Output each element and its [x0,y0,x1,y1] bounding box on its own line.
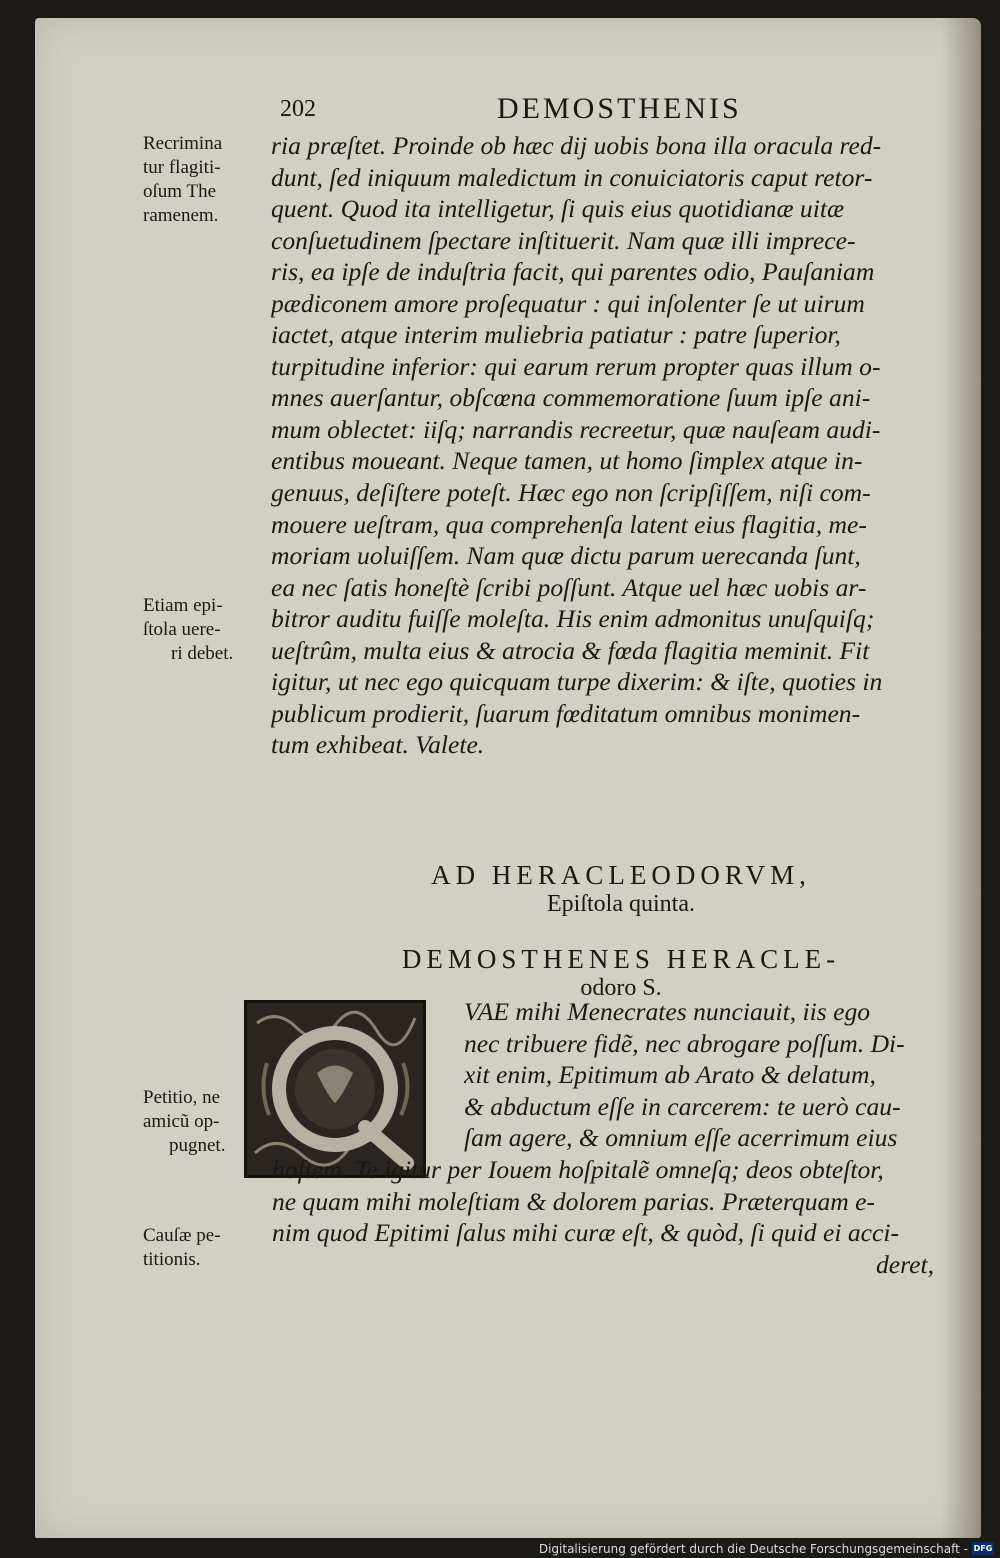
text-line: turpitudine inferior: qui earum rerum propter quas illum o- [271,351,881,381]
margin-note-line: pugnet. [169,1135,226,1156]
margin-note-line: Petitio, ne [143,1087,221,1108]
text-line: mouere ueſtram, qua comprehenſa latent eius flagitia, me- [271,509,867,539]
text-line: ris, ea ipſe de induſtria facit, qui parentes odio, Pauſaniam [271,257,875,287]
decorated-initial-q-icon [244,1000,426,1178]
letter-text-beside-initial [464,996,964,1154]
letter-heading-subtitle: Epiſtola quinta. [547,891,695,917]
text-line: publicum prodierit, ſuarum fœditatum omnibus monimen- [271,698,861,728]
footer-bar [0,1538,1000,1558]
margin-note-recrimination [143,132,273,228]
text-line: ea nec ſatis honeſtè ſcribi poſſunt. Atque uel hæc uobis ar- [271,572,867,602]
salutation-line: odoro S. [580,975,662,1001]
page-number: 202 [280,96,316,122]
letter-line: & abductum eſſe in carcerem: te uerò cau- [464,1091,901,1121]
text-line: genuus, deſiſtere poteſt. Hæc ego non ſcripſiſſem, niſi com- [271,478,871,508]
dfg-logo-icon: DFG [973,1544,993,1553]
text-line: iactet, atque interim muliebria patiatur : patre ſuperior, [271,320,841,350]
text-line: entibus moueant. Neque tamen, ut homo ſimplex atque in- [271,446,863,476]
text-line: tum exhibeat. Valete. [271,730,485,760]
margin-note-line: oſum The [143,181,217,202]
margin-note-line: Cauſæ pe- [143,1225,221,1246]
margin-note-line: ramenem. [143,205,219,226]
book-page [35,18,981,1538]
text-line: ria præſtet. Proinde ob hæc dij uobis bona illa oracula red- [271,131,882,160]
text-line: quent. Quod ita intelligetur, ſi quis eius quotidianæ uitæ [271,194,845,224]
letter-line: xit enim, Epitimum ab Arato & delatum, [464,1060,876,1090]
letter-line: deret, [876,1249,935,1279]
margin-note-line: amicũ op- [143,1111,220,1132]
letter-line: ne quam mihi moleſtiam & dolorem parias. Præterquam e- [272,1186,876,1216]
text-line: igitur, ut nec ego quicquam turpe dixerim: & iſte, quoties in [271,667,883,697]
margin-note-line: titionis. [143,1249,201,1270]
letter-line: nec tribuere fidẽ, nec abrogare poſſum. Di- [464,1028,905,1058]
letter-text-continued [272,1154,972,1280]
margin-note-line: ri debet. [171,643,234,664]
text-line: moriam uoluiſſem. Nam quæ dictu parum uerecanda ſunt, [271,541,861,571]
main-text [271,130,971,761]
margin-note-epistola [143,594,273,666]
text-line: dunt, ſed iniquum maledictum in conuiciatoris caput retor- [271,162,873,192]
footer-credit: Digitalisierung gefördert durch die Deutsche Forschungsgemeinschaft - [538,1542,968,1556]
text-line: mum oblectet: iiſq; narrandis recreetur, quæ nauſeam audi- [271,414,881,444]
running-title: DEMOSTHENIS [497,92,742,125]
letter-line: VAE mihi Menecrates nunciauit, iis ego [464,997,871,1026]
margin-note-line: Recrimina [143,133,223,154]
letter-line: nim quod Epitimi ſalus mihi curæ eſt, & quòd, ſi quid ei acci- [272,1218,899,1248]
letter-heading [271,860,971,918]
margin-note-line: Etiam epi- [143,595,223,616]
letter-heading-title: AD HERACLEODORVM, [431,860,811,890]
text-line: conſuetudinem ſpectare inſtituerit. Nam quæ illi imprece- [271,225,856,255]
salutation [271,944,971,1002]
text-line: bitror auditu fuiſſe moleſta. His enim admonitus unuſquiſq; [271,604,875,634]
margin-note-line: tur flagiti- [143,157,221,178]
letter-line: ſam agere, & omnium eſſe acerrimum eius [464,1123,898,1153]
salutation-line: DEMOSTHENES HERACLE- [401,944,841,974]
margin-note-line: ſtola uere- [143,619,221,640]
text-line: ueſtrûm, multa eius & atrocia & fœda flagitia meminit. Fit [271,635,870,665]
text-line: pædiconem amore proſequatur : qui inſolenter ſe ut uirum [271,288,865,318]
margin-note-causae [143,1224,273,1272]
letter-line: hoſtem. Te igitur per Iouem hoſpitalẽ omneſq; deos obteſtor, [272,1155,884,1184]
text-line: mnes auerſantur, obſcœna commemoratione ſuum ipſe ani- [271,383,871,413]
